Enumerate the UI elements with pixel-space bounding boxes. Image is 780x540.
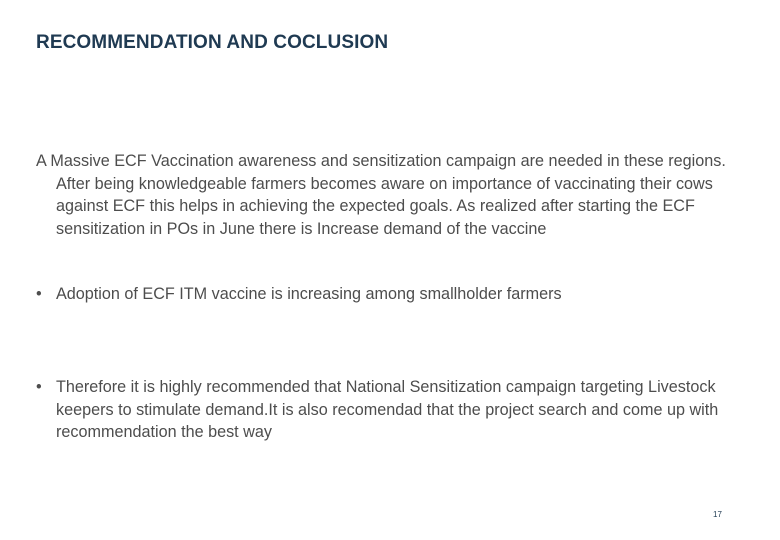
bullet-text: Adoption of ECF ITM vaccine is increasing among smallholder farmers [56, 285, 562, 303]
bullet-marker: • [36, 378, 42, 396]
bullet-text: Therefore it is highly recommended that National Sensitization campaign targeting Livestock keepers to stimulate demand.It is also recomendad that the project search and come up with recommendation the best way [56, 378, 719, 441]
intro-paragraph: A Massive ECF Vaccination awareness and sensitization campaign are needed in these regions. After being knowledgeable farmers becomes aware on importance of vaccinating their cows against ECF this helps in achieving the expected goals. As realized after starting the ECF sensitization in POs in June there is Increase demand of the vaccine [36, 152, 726, 238]
bullet-marker: • [36, 285, 42, 303]
page-number: 17 [713, 510, 722, 519]
bullet-item-adoption [36, 283, 746, 306]
slide-title: RECOMMENDATION AND COCLUSION [36, 32, 389, 53]
bullet-item-recommendation [36, 376, 746, 444]
